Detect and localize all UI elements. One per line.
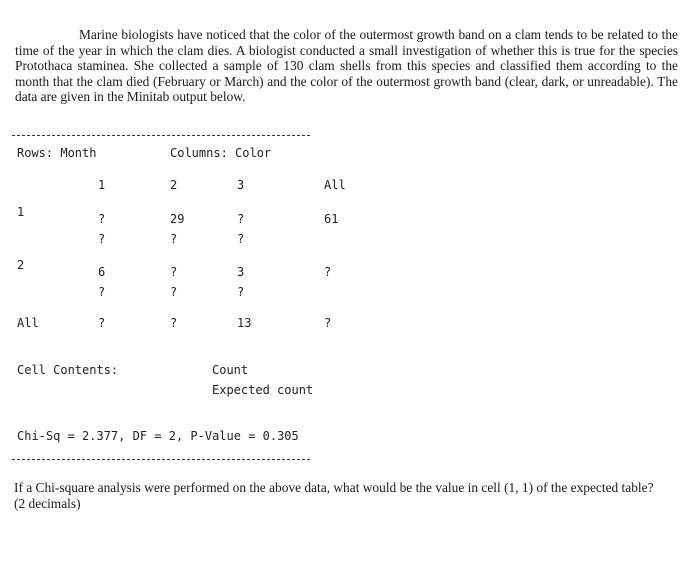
expected-2-3: ? [237,285,245,299]
row-label-1: 1 [17,205,25,219]
count-2-all: ? [324,265,332,279]
chi-square-result: Chi-Sq = 2.377, DF = 2, P-Value = 0.305 [17,429,299,443]
count-all-2: ? [170,316,178,330]
count-1-3: ? [237,212,245,226]
expected-2-2: ? [170,285,178,299]
question-text: If a Chi-square analysis were performed on the above data, what would be the value in cell (1, 1) of the expected table? (2 decimals) [14,480,654,511]
problem-description: Marine biologists have noticed that the color of the outermost growth band on a clam tends to be related to the time of the year in which the clam dies. A biologist conducted a small investigation of whether this is true for the species Protothaca staminea. She collected a sample of 130 clam shells from this species and classified them according to the month that the clam died (February or March) and the color of the outermost growth band (clear, dark, or unreadable). The data are given in the Minitab output below. [15,27,678,105]
count-1-1: ? [98,212,106,226]
row-label-2: 2 [17,258,25,272]
count-all-1: ? [98,316,106,330]
count-all-all: ? [324,316,332,330]
col-header-2: 2 [170,178,178,192]
count-all-3: 13 [237,316,252,330]
count-2-3: 3 [237,265,245,279]
expected-1-2: ? [170,232,178,246]
col-header-1: 1 [98,178,106,192]
cell-contents-count: Count [212,363,249,377]
cell-contents-label: Cell Contents: [17,363,119,377]
row-label-all: All [17,316,39,330]
count-2-2: ? [170,265,178,279]
rows-label: Rows: Month [17,146,97,160]
top-divider [12,135,310,136]
expected-2-1: ? [98,285,106,299]
col-header-3: 3 [237,178,245,192]
cell-contents-expected: Expected count [212,383,314,397]
bottom-divider [12,459,310,460]
count-2-1: 6 [98,265,106,279]
col-header-all: All [324,178,346,192]
count-1-all: 61 [324,212,339,226]
expected-1-3: ? [237,232,245,246]
expected-1-1: ? [98,232,106,246]
columns-label: Columns: Color [170,146,272,160]
count-1-2: 29 [170,212,185,226]
